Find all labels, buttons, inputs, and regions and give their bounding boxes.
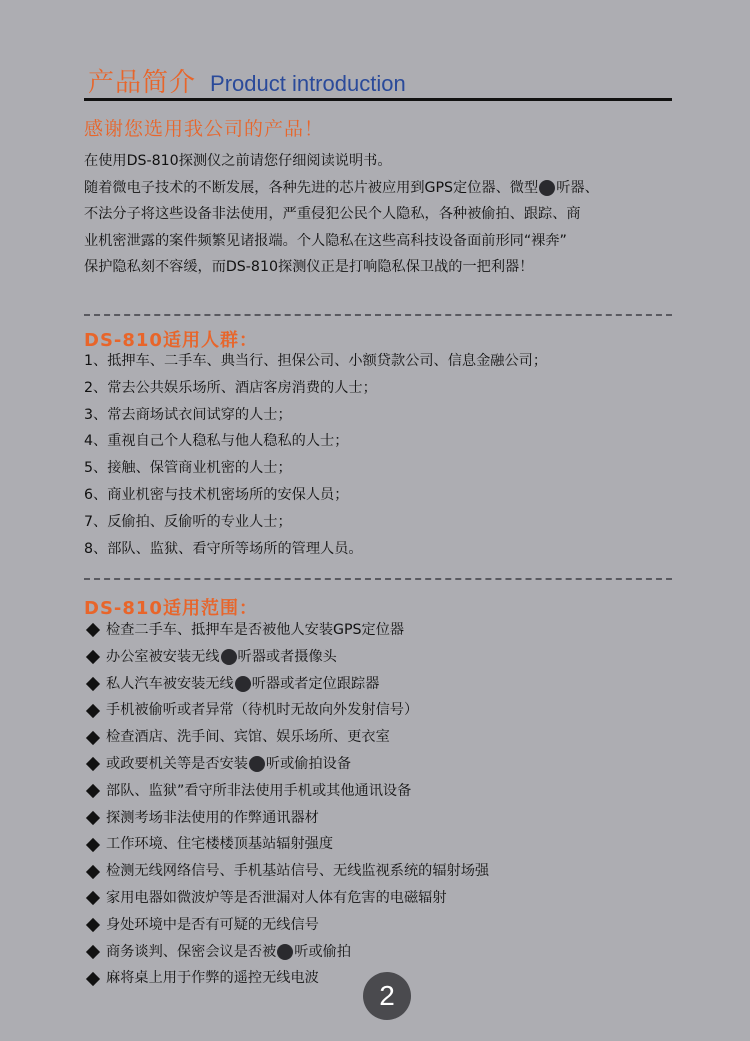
audience-list xyxy=(84,348,684,562)
diamond-bullet-icon xyxy=(86,972,100,986)
redaction-dot xyxy=(235,676,251,692)
diamond-bullet-icon xyxy=(86,838,100,852)
redaction-dot xyxy=(277,944,293,960)
diamond-bullet-icon xyxy=(86,784,100,798)
intro-line: 业机密泄露的案件频繁见诸报端。个人隐私在这些高科技设备面前形同“裸奔” xyxy=(84,232,567,249)
list-item: 检查二手车、抵押车是否被他人安装GPS定位器 xyxy=(84,617,684,644)
intro-line: 随着微电子技术的不断发展，各种先进的芯片被应用到GPS定位器、微型 听器、 xyxy=(84,179,599,196)
list-item: 探测考场非法使用的作弊通讯器材 xyxy=(84,805,684,832)
section-title-cn: 产品简介 xyxy=(88,68,197,98)
intro-line: 不法分子将这些设备非法使用，严重侵犯公民个人隐私，各种被偷拍、跟踪、商 xyxy=(84,206,581,222)
redaction-dot xyxy=(539,180,555,196)
diamond-bullet-icon xyxy=(86,731,100,745)
intro-line: 在使用DS-810探测仪之前请您仔细阅读说明书。 xyxy=(84,153,392,169)
diamond-bullet-icon xyxy=(86,864,100,878)
dashed-divider xyxy=(84,578,672,580)
redaction-dot xyxy=(221,649,237,665)
diamond-bullet-icon xyxy=(86,623,100,637)
list-item: 8、部队、监狱、看守所等场所的管理人员。 xyxy=(84,540,363,557)
list-item: 5、接触、保管商业机密的人士； xyxy=(84,460,292,477)
list-item: 2、常去公共娱乐场所、酒店客房消费的人士； xyxy=(84,379,377,396)
header-divider xyxy=(84,98,672,101)
list-item: 3、常去商场试衣间试穿的人士； xyxy=(84,406,292,423)
list-item: 办公室被安装无线 听器或者摄像头 xyxy=(84,644,684,671)
scope-list xyxy=(84,617,684,992)
list-item: 麻将桌上用于作弊的遥控无线电波 xyxy=(84,965,684,992)
section-title-en: Product introduction xyxy=(210,71,406,96)
diamond-bullet-icon xyxy=(86,650,100,664)
list-item: 6、商业机密与技术机密场所的安保人员； xyxy=(84,486,349,503)
list-item: 检测无线网络信号、手机基站信号、无线监视系统的辐射场强 xyxy=(84,858,684,885)
scope-title: DS-810适用范围： xyxy=(84,598,258,619)
list-item: 1、抵押车、二手车、典当行、担保公司、小额贷款公司、信息金融公司； xyxy=(84,353,548,369)
list-item: 部队、监狱”看守所非法使用手机或其他通讯设备 xyxy=(84,778,684,805)
thanks-heading: 感谢您选用我公司的产品！ xyxy=(84,118,325,140)
dashed-divider xyxy=(84,314,672,316)
list-item: 手机被偷听或者异常（待机时无故向外发射信号） xyxy=(84,697,684,724)
page-header xyxy=(88,62,406,98)
audience-title: DS-810适用人群： xyxy=(84,330,258,351)
list-item: 7、反偷拍、反偷听的专业人士； xyxy=(84,513,292,530)
list-item: 工作环境、住宅楼楼顶基站辐射强度 xyxy=(84,831,684,858)
diamond-bullet-icon xyxy=(86,811,100,825)
diamond-bullet-icon xyxy=(86,757,100,771)
list-item: 检查酒店、洗手间、宾馆、娱乐场所、更衣室 xyxy=(84,724,684,751)
list-item: 或政要机关等是否安装 听或偷拍设备 xyxy=(84,751,684,778)
diamond-bullet-icon xyxy=(86,677,100,691)
list-item: 商务谈判、保密会议是否被 听或偷拍 xyxy=(84,939,684,966)
diamond-bullet-icon xyxy=(86,945,100,959)
diamond-bullet-icon xyxy=(86,918,100,932)
diamond-bullet-icon xyxy=(86,891,100,905)
list-item: 4、重视自己个人稳私与他人稳私的人士； xyxy=(84,433,349,450)
diamond-bullet-icon xyxy=(86,704,100,718)
list-item: 家用电器如微波炉等是否泄漏对人体有危害的电磁辐射 xyxy=(84,885,684,912)
intro-line: 保护隐私刻不容缓，而DS-810探测仪正是打响隐私保卫战的一把利器！ xyxy=(84,259,534,275)
intro-paragraph xyxy=(84,148,684,281)
list-item: 身处环境中是否有可疑的无线信号 xyxy=(84,912,684,939)
redaction-dot xyxy=(249,756,265,772)
list-item: 私人汽车被安装无线 听器或者定位跟踪器 xyxy=(84,671,684,698)
page-number: 2 xyxy=(363,972,411,1020)
